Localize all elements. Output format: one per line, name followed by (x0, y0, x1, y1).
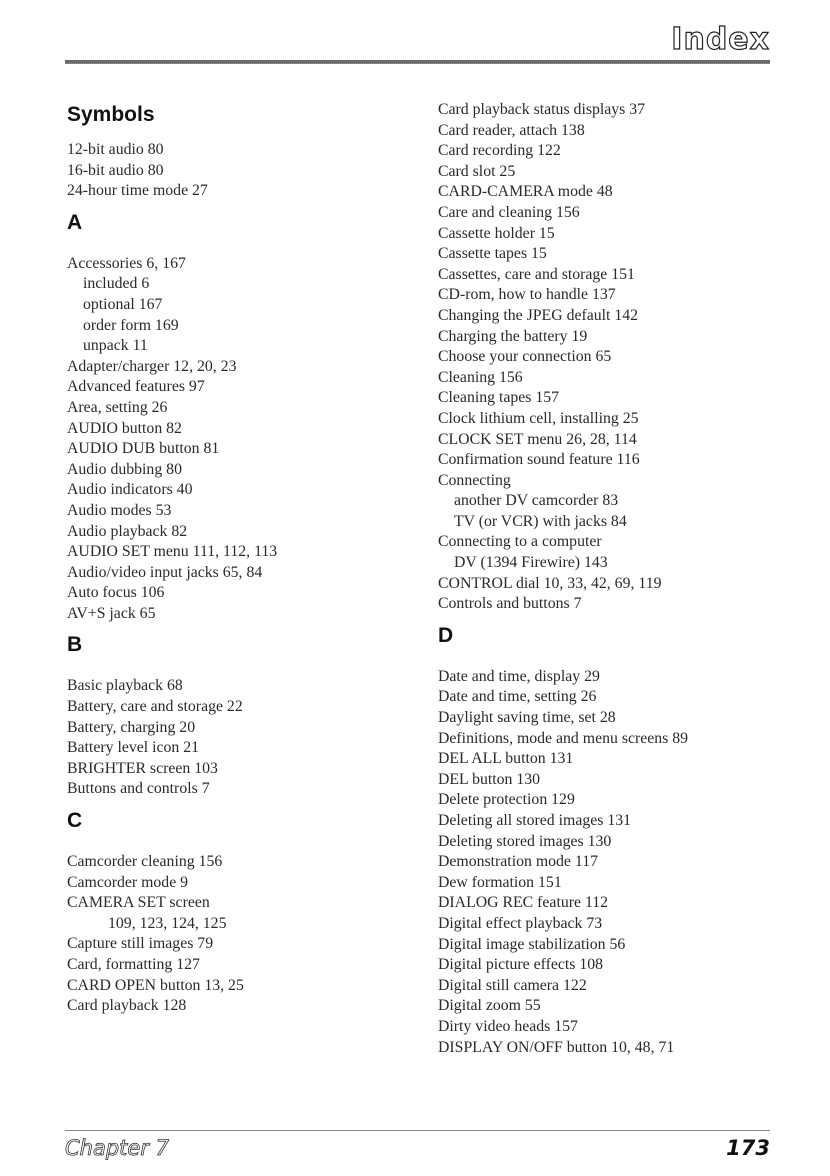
index-entry: Digital picture effects 108 (438, 956, 604, 974)
index-entry: Care and cleaning 156 (438, 203, 580, 221)
index-entry: Daylight saving time, set 28 (438, 709, 616, 727)
index-subentry: included 6 (83, 275, 150, 293)
index-entry: AUDIO button 82 (67, 419, 182, 437)
footer-divider (65, 1130, 770, 1131)
index-entry: Audio indicators 40 (67, 481, 193, 499)
footer-chapter: Chapter 7 (65, 1136, 169, 1160)
index-column-left (67, 100, 407, 1017)
index-entry: Cassettes, care and storage 151 (438, 265, 635, 283)
index-entry: Choose your connection 65 (438, 348, 612, 366)
index-entry: Battery, charging 20 (67, 718, 196, 736)
index-entry: Definitions, mode and menu screens 89 (438, 729, 689, 747)
index-entry: CARD OPEN button 13, 25 (67, 976, 244, 994)
index-entry: Changing the JPEG default 142 (438, 306, 639, 324)
section-heading: A (67, 210, 83, 234)
section-heading: B (67, 633, 83, 657)
index-entry: Cleaning 156 (438, 368, 523, 386)
index-entry: CONTROL dial 10, 33, 42, 69, 119 (438, 574, 662, 592)
index-entry: Adapter/charger 12, 20, 23 (67, 357, 237, 375)
index-entry: Card, formatting 127 (67, 956, 200, 973)
index-entry: Cassette tapes 15 (438, 245, 547, 263)
section-heading: C (67, 809, 83, 833)
index-entry: CARD-CAMERA mode 48 (438, 183, 613, 201)
index-column-right (438, 100, 788, 1058)
index-entry: AUDIO SET menu 111, 112, 113 (67, 543, 278, 561)
index-entry: Card reader, attach 138 (438, 121, 585, 139)
index-entry: Advanced features 97 (67, 378, 205, 396)
index-entry: Cleaning tapes 157 (438, 389, 560, 407)
index-entry: AV+S jack 65 (67, 604, 156, 622)
index-entry: Digital image stabilization 56 (438, 935, 626, 953)
index-entry: Battery level icon 21 (67, 739, 200, 757)
index-entry: Dirty video heads 157 (438, 1017, 578, 1035)
index-entry: BRIGHTER screen 103 (67, 759, 218, 777)
section-heading: D (438, 623, 454, 647)
index-entry: Date and time, setting 26 (438, 688, 597, 706)
index-entry: Demonstration mode 117 (438, 853, 598, 871)
index-entry-continuation: 109, 123, 124, 125 (108, 914, 227, 932)
index-entry: Card playback 128 (67, 997, 187, 1015)
index-entry: Card slot 25 (438, 162, 516, 180)
page-header-title: Index (671, 22, 770, 57)
index-entry: Delete protection 129 (438, 791, 575, 809)
index-entry: Clock lithium cell, installing 25 (438, 409, 639, 427)
index-entry: Digital zoom 55 (438, 997, 541, 1015)
index-subentry: optional 167 (83, 295, 163, 313)
index-subentry: order form 169 (83, 316, 179, 334)
index-entry: DEL ALL button 131 (438, 750, 574, 768)
index-entry: Audio dubbing 80 (67, 460, 182, 478)
index-subentry: unpack 11 (83, 337, 148, 355)
index-subentry: another DV camcorder 83 (454, 492, 619, 510)
index-entry: Digital effect playback 73 (438, 914, 603, 932)
index-entry: Capture still images 79 (67, 935, 214, 953)
header-divider (65, 60, 770, 64)
footer-page-number: 173 (726, 1136, 770, 1160)
index-entry: Connecting to a computer (438, 533, 602, 551)
index-entry: Area, setting 26 (67, 398, 168, 416)
index-entry: Connecting (438, 471, 511, 489)
index-entry: Audio modes 53 (67, 501, 172, 519)
index-entry: Card playback status displays 37 (438, 101, 646, 118)
index-entry: Confirmation sound feature 116 (438, 451, 640, 469)
index-entry: Auto focus 106 (67, 584, 165, 602)
index-entry: Audio playback 82 (67, 522, 188, 540)
index-entry: Digital still camera 122 (438, 976, 587, 994)
index-entry: 12-bit audio 80 (67, 141, 164, 158)
index-entry: CD-rom, how to handle 137 (438, 286, 616, 304)
index-entry: Card recording 122 (438, 142, 561, 160)
index-entry: Basic playback 68 (67, 677, 183, 695)
index-entry: Battery, care and storage 22 (67, 698, 243, 716)
index-entry: DEL button 130 (438, 770, 541, 788)
index-entry: 24-hour time mode 27 (67, 182, 208, 200)
index-entry: Controls and buttons 7 (438, 595, 582, 613)
index-entry: Camcorder mode 9 (67, 873, 189, 891)
index-entry: Camcorder cleaning 156 (67, 853, 223, 871)
index-entry: Charging the battery 19 (438, 327, 588, 345)
index-entry: Cassette holder 15 (438, 224, 555, 242)
index-subentry: TV (or VCR) with jacks 84 (454, 512, 627, 530)
index-entry: DISPLAY ON/OFF button 10, 48, 71 (438, 1038, 675, 1056)
index-entry: 16-bit audio 80 (67, 161, 164, 179)
index-entry: Deleting all stored images 131 (438, 812, 632, 829)
index-entry: Dew formation 151 (438, 873, 562, 891)
index-subentry: DV (1394 Firewire) 143 (454, 554, 608, 572)
index-entry: Deleting stored images 130 (438, 832, 612, 850)
index-entry: Audio/video input jacks 65, 84 (67, 563, 263, 581)
section-heading: Symbols (67, 103, 155, 126)
index-entry: DIALOG REC feature 112 (438, 894, 609, 912)
index-entry: Date and time, display 29 (438, 667, 600, 685)
index-entry: Buttons and controls 7 (67, 780, 210, 798)
index-entry: AUDIO DUB button 81 (67, 440, 220, 458)
index-entry: CAMERA SET screen (67, 894, 210, 912)
index-entry: CLOCK SET menu 26, 28, 114 (438, 430, 637, 448)
index-entry: Accessories 6, 167 (67, 254, 186, 272)
